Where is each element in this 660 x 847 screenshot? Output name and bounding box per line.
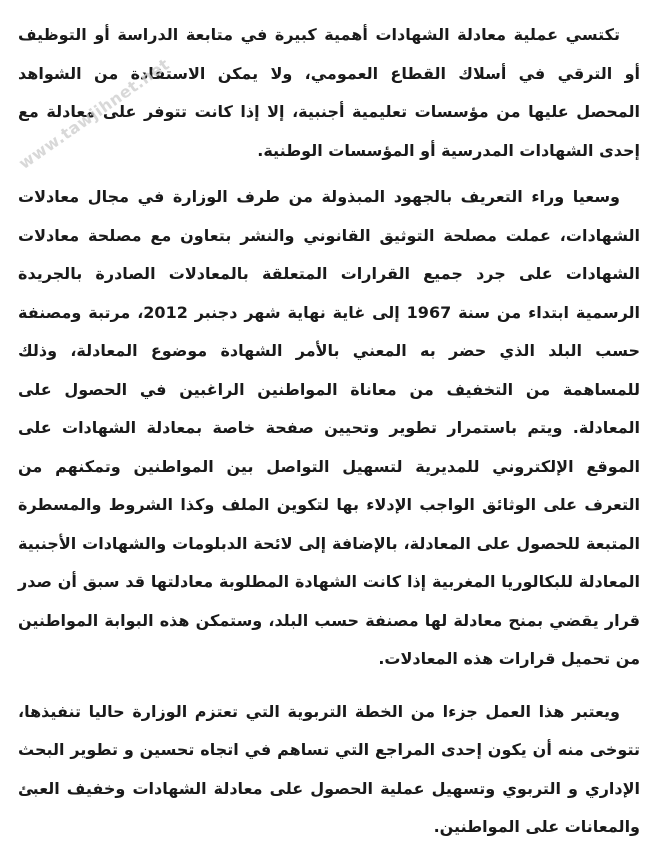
paragraph-ministry-efforts: وسعيا وراء التعريف بالجهود المبذولة من طرف الوزارة في مجال معادلات الشهادات، عملت مصلحة التوثيق القانوني والنشر بتعاون مع مصلحة معادلات الشهادات على جرد جميع القرارات المتعلقة بالمعادلات الصادرة بالجريدة الرسمية ابتداء من سنة 1967 إلى غاية نهاية شهر دجنبر 2012، مرتبة ومصنفة حسب البلد الذي حضر به المعني بالأمر الشهادة موضوع المعادلة، وذلك للمساهمة من التخفيف من معاناة المواطنين الراغبين في الحصول على المعادلة. ويتم باستمرار تطوير وتحيين صفحة خاصة بمعادلة الشهادات على الموقع الإلكتروني للمديرية لتسهيل التواصل بين المواطنين وتمكنهم من التعرف على الوثائق الواجب الإدلاء بها لتكوين الملف وكذا الشروط والمسطرة المتبعة للحصول على المعادلة، بالإضافة إلى لائحة الدبلومات والشهادات الأجنبية المعادلة للبكالوريا المغربية إذا كانت الشهادة المطلوبة معادلتها قد سبق أن صدر قرار يقضي بمنح معادلة لها مصنفة حسب البلد، وستمكن هذه البوابة المواطنين من تحميل قرارات هذه المعادلات. xyxy=(18,187,641,668)
paragraph-importance-of-equivalence: تكتسي عملية معادلة الشهادات أهمية كبيرة في متابعة الدراسة أو التوظيف أو الترقي في أسلاك القطاع العمومي، ولا يمكن الاستفادة من الشواهد المحصل عليها من مؤسسات تعليمية أجنبية، إلا إذا كانت تتوفر على معادلة مع إحدى الشهادات المدرسية أو المؤسسات الوطنية. xyxy=(18,25,640,160)
paragraph-educational-plan: ويعتبر هذا العمل جزءا من الخطة التربوية التي تعتزم الوزارة حاليا تنفيذها، تتوخى منه أن يكون إحدى المراجع التي تساهم في اتجاه تحسين و تطوير البحث الإداري و التربوي وتسهيل عملية الحصول على معادلة الشهادات وخفيف العبئ والمعانات على المواطنين. xyxy=(18,701,640,836)
site-watermark: www.tawjihnet.net xyxy=(15,54,173,173)
